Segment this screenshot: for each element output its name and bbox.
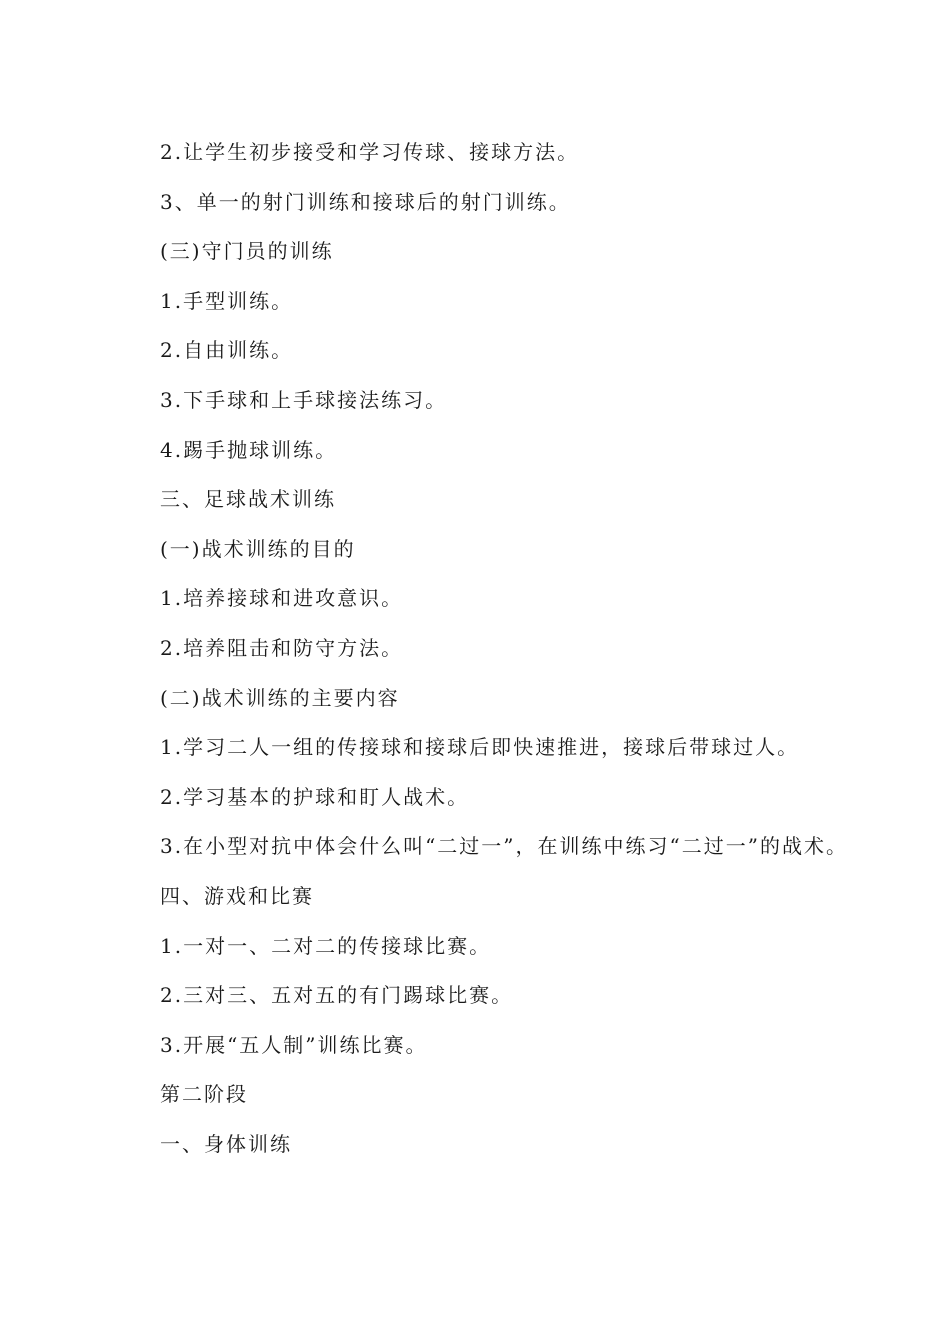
paragraph: 3.在小型对抗中体会什么叫“二过一”，在训练中练习“二过一”的战术。 <box>160 834 848 859</box>
section-heading: (一)战术训练的目的 <box>160 536 356 561</box>
section-heading: 第二阶段 <box>160 1082 248 1107</box>
paragraph: 2.三对三、五对五的有门踢球比赛。 <box>160 983 514 1008</box>
paragraph: 3.下手球和上手球接法练习。 <box>160 387 448 412</box>
section-heading: 一、身体训练 <box>160 1131 292 1156</box>
paragraph: 2.培养阻击和防守方法。 <box>160 635 404 660</box>
paragraph: 3、单一的射门训练和接球后的射门训练。 <box>160 189 571 214</box>
paragraph: 1.手型训练。 <box>160 288 294 313</box>
paragraph: 1.培养接球和进攻意识。 <box>160 586 404 611</box>
paragraph: 1.一对一、二对二的传接球比赛。 <box>160 933 492 958</box>
paragraph: 2.学习基本的护球和盯人战术。 <box>160 784 470 809</box>
paragraph: 2.自由训练。 <box>160 338 294 363</box>
section-heading: (三)守门员的训练 <box>160 239 334 264</box>
paragraph: 3.开展“五人制”训练比赛。 <box>160 1032 428 1057</box>
paragraph: 1.学习二人一组的传接球和接球后即快速推进，接球后带球过人。 <box>160 735 800 760</box>
section-heading: 四、游戏和比赛 <box>160 883 314 908</box>
section-heading: (二)战术训练的主要内容 <box>160 685 400 710</box>
paragraph: 2.让学生初步接受和学习传球、接球方法。 <box>160 140 580 164</box>
paragraph: 4.踢手抛球训练。 <box>160 437 338 462</box>
document-body <box>113 128 863 1169</box>
section-heading: 三、足球战术训练 <box>160 487 336 512</box>
